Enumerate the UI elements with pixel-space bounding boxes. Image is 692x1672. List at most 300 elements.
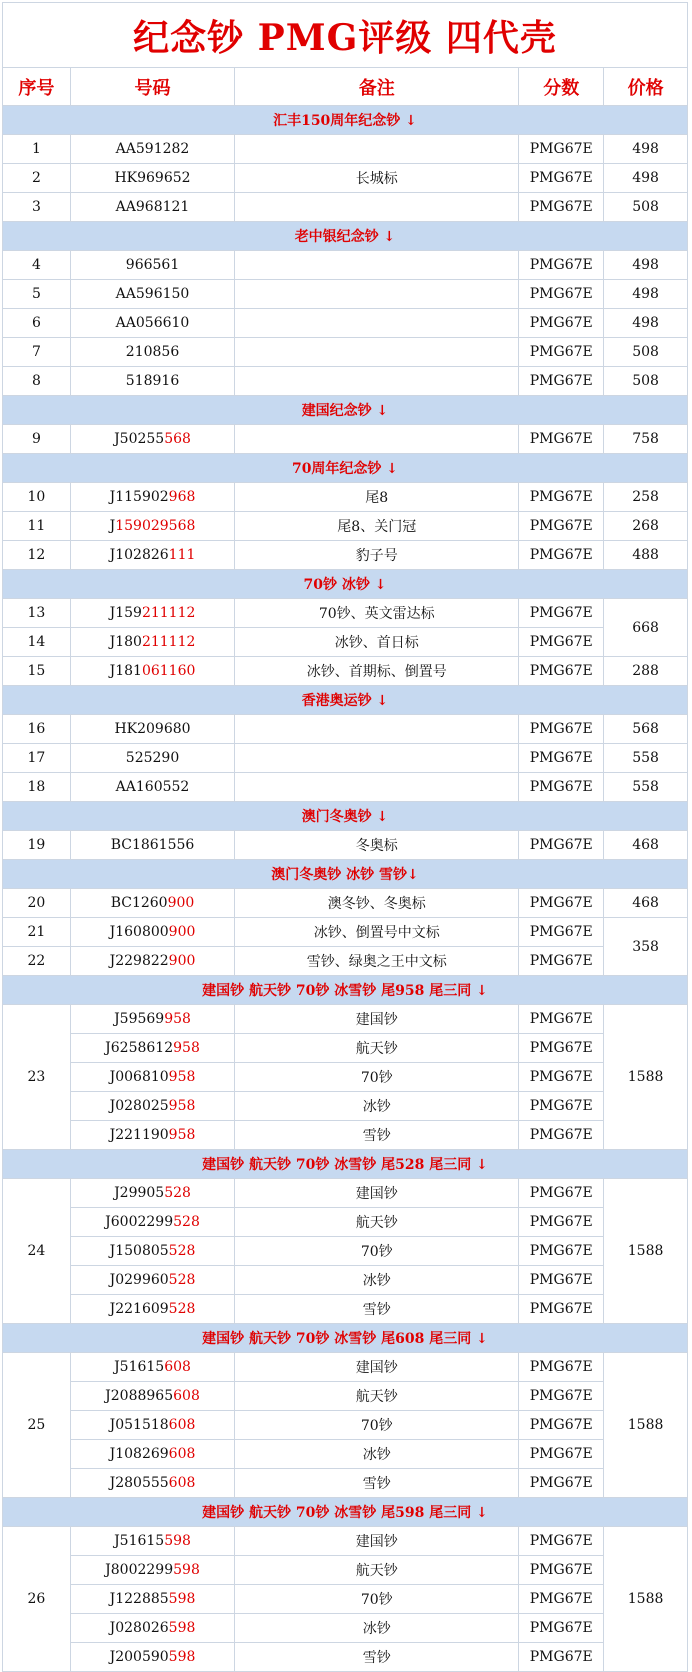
table-row [3, 367, 688, 396]
grade-cell: PMG67E [519, 715, 604, 744]
serial-prefix: J028026 [109, 1620, 169, 1636]
note-cell: 建国钞 [235, 1527, 519, 1556]
serial-suffix: 528 [164, 1185, 191, 1201]
table-row [3, 1643, 688, 1672]
table-row [3, 889, 688, 918]
serial-prefix: J280555 [109, 1475, 169, 1491]
serial-cell [70, 1237, 234, 1266]
note-cell: 冰钞、首期标、倒置号 [235, 657, 519, 686]
section-row [3, 1324, 688, 1353]
serial-suffix: 598 [168, 1620, 196, 1636]
section-row [3, 976, 688, 1005]
note-cell: 建国钞 [235, 1353, 519, 1382]
note-cell: 雪钞 [235, 1469, 519, 1498]
price-cell: 1588 [604, 1179, 688, 1324]
index-cell: 18 [3, 773, 71, 802]
serial-cell [70, 947, 234, 976]
table-row [3, 831, 688, 860]
index-cell: 2 [3, 164, 71, 193]
serial-cell [70, 1527, 234, 1556]
serial-cell [70, 338, 234, 367]
table-row [3, 425, 688, 454]
grade-cell: PMG67E [519, 1527, 604, 1556]
index-cell: 14 [3, 628, 71, 657]
section-title: 建国钞 航天钞 70钞 冰雪钞 尾528 尾三同 ↓ [3, 1150, 688, 1179]
section-row [3, 222, 688, 251]
serial-prefix: J181 [109, 663, 142, 679]
serial-prefix: J159 [109, 605, 142, 621]
serial-suffix: 598 [168, 1649, 196, 1665]
serial-suffix: 598 [164, 1533, 191, 1549]
price-cell: 508 [604, 338, 688, 367]
note-cell [235, 773, 519, 802]
price-cell: 498 [604, 280, 688, 309]
serial-prefix: J59569 [114, 1011, 165, 1027]
note-cell: 雪钞 [235, 1643, 519, 1672]
serial-prefix: 210856 [125, 344, 180, 360]
section-title: 汇丰150周年纪念钞 ↓ [3, 106, 688, 135]
grade-cell: PMG67E [519, 889, 604, 918]
section-row [3, 686, 688, 715]
grade-cell: PMG67E [519, 1179, 604, 1208]
grade-cell: PMG67E [519, 251, 604, 280]
grade-cell: PMG67E [519, 1614, 604, 1643]
serial-prefix: J102826 [109, 547, 169, 563]
serial-prefix: J115902 [109, 489, 169, 505]
section-title: 香港奥运钞 ↓ [3, 686, 688, 715]
serial-suffix: 528 [168, 1272, 196, 1288]
serial-cell [70, 1208, 234, 1237]
serial-cell [70, 135, 234, 164]
table-row [3, 1585, 688, 1614]
serial-suffix: 568 [164, 431, 191, 447]
grade-cell: PMG67E [519, 1411, 604, 1440]
price-cell: 498 [604, 164, 688, 193]
grade-cell: PMG67E [519, 541, 604, 570]
table-row [3, 1353, 688, 1382]
serial-suffix: 528 [168, 1301, 196, 1317]
header-grade: 分数 [519, 68, 604, 106]
serial-cell [70, 1643, 234, 1672]
table-row [3, 1121, 688, 1150]
serial-prefix: 966561 [125, 257, 180, 273]
serial-cell [70, 541, 234, 570]
table-row [3, 1556, 688, 1585]
table-row [3, 715, 688, 744]
header-serial: 号码 [70, 68, 234, 106]
serial-prefix: AA591282 [115, 141, 190, 157]
serial-prefix: J29905 [114, 1185, 165, 1201]
note-cell: 70钞 [235, 1237, 519, 1266]
note-cell: 澳冬钞、冬奥标 [235, 889, 519, 918]
sheet-title: 纪念钞 PMG评级 四代壳 [3, 3, 688, 68]
section-title: 澳门冬奥钞 冰钞 雪钞↓ [3, 860, 688, 889]
serial-suffix: 608 [168, 1417, 196, 1433]
serial-cell [70, 251, 234, 280]
price-cell: 258 [604, 483, 688, 512]
grade-cell: PMG67E [519, 1585, 604, 1614]
serial-suffix: 900 [168, 953, 196, 969]
serial-cell [70, 1092, 234, 1121]
section-row [3, 802, 688, 831]
note-cell: 冰钞 [235, 1614, 519, 1643]
grade-cell: PMG67E [519, 744, 604, 773]
serial-cell [70, 715, 234, 744]
index-cell: 12 [3, 541, 71, 570]
serial-suffix: 900 [168, 924, 196, 940]
grade-cell: PMG67E [519, 164, 604, 193]
index-cell: 26 [3, 1527, 71, 1672]
table-row [3, 657, 688, 686]
title-row [3, 3, 688, 68]
table-row [3, 512, 688, 541]
table-row [3, 918, 688, 947]
note-cell: 冰钞、倒置号中文标 [235, 918, 519, 947]
serial-prefix: AA056610 [115, 315, 190, 331]
serial-cell [70, 1005, 234, 1034]
grade-cell: PMG67E [519, 367, 604, 396]
serial-suffix: 900 [167, 895, 195, 911]
serial-suffix: 958 [168, 1127, 196, 1143]
table-row [3, 1208, 688, 1237]
serial-prefix: J006810 [109, 1069, 169, 1085]
table-row [3, 744, 688, 773]
price-cell: 358 [604, 918, 688, 976]
note-cell: 70钞 [235, 1411, 519, 1440]
serial-suffix: 958 [168, 1069, 196, 1085]
section-row [3, 860, 688, 889]
table-row [3, 164, 688, 193]
serial-prefix: J [109, 518, 116, 534]
serial-cell [70, 1440, 234, 1469]
section-title: 澳门冬奥钞 ↓ [3, 802, 688, 831]
serial-cell [70, 1295, 234, 1324]
grade-cell: PMG67E [519, 628, 604, 657]
price-cell: 1588 [604, 1527, 688, 1672]
note-cell: 雪钞、绿奥之王中文标 [235, 947, 519, 976]
section-title: 建国钞 航天钞 70钞 冰雪钞 尾598 尾三同 ↓ [3, 1498, 688, 1527]
serial-prefix: J180 [109, 634, 142, 650]
table-row [3, 338, 688, 367]
serial-suffix: 608 [173, 1388, 200, 1404]
grade-cell: PMG67E [519, 1121, 604, 1150]
table-row [3, 1527, 688, 1556]
note-cell: 尾8 [235, 483, 519, 512]
section-row [3, 396, 688, 425]
price-cell: 268 [604, 512, 688, 541]
grade-cell: PMG67E [519, 831, 604, 860]
grade-cell: PMG67E [519, 1063, 604, 1092]
header-row [3, 68, 688, 106]
index-cell: 16 [3, 715, 71, 744]
serial-cell [70, 628, 234, 657]
serial-prefix: J51615 [114, 1533, 165, 1549]
table-row [3, 947, 688, 976]
grade-cell: PMG67E [519, 1005, 604, 1034]
serial-prefix: J160800 [109, 924, 169, 940]
grade-cell: PMG67E [519, 947, 604, 976]
price-cell: 498 [604, 135, 688, 164]
serial-prefix: J6258612 [105, 1040, 174, 1056]
section-title: 建国钞 航天钞 70钞 冰雪钞 尾958 尾三同 ↓ [3, 976, 688, 1005]
note-cell [235, 280, 519, 309]
note-cell [235, 193, 519, 222]
serial-prefix: J8002299 [105, 1562, 174, 1578]
note-cell: 70钞 [235, 1585, 519, 1614]
grade-cell: PMG67E [519, 425, 604, 454]
section-title: 70周年纪念钞 ↓ [3, 454, 688, 483]
table-row [3, 1411, 688, 1440]
grade-cell: PMG67E [519, 193, 604, 222]
table-row [3, 483, 688, 512]
note-cell: 航天钞 [235, 1034, 519, 1063]
serial-cell [70, 1469, 234, 1498]
section-row [3, 454, 688, 483]
index-cell: 9 [3, 425, 71, 454]
serial-suffix: 159029568 [115, 518, 196, 534]
header-note: 备注 [235, 68, 519, 106]
note-cell: 雪钞 [235, 1121, 519, 1150]
price-cell: 498 [604, 309, 688, 338]
serial-prefix: J51615 [114, 1359, 165, 1375]
serial-cell [70, 193, 234, 222]
note-cell [235, 135, 519, 164]
serial-suffix: 958 [168, 1098, 196, 1114]
index-cell: 22 [3, 947, 71, 976]
grade-cell: PMG67E [519, 280, 604, 309]
price-table [2, 2, 688, 1672]
serial-cell [70, 512, 234, 541]
serial-prefix: AA968121 [115, 199, 190, 215]
section-row [3, 106, 688, 135]
table-row [3, 773, 688, 802]
serial-prefix: J221609 [109, 1301, 169, 1317]
serial-suffix: 608 [168, 1446, 196, 1462]
serial-prefix: J6002299 [105, 1214, 174, 1230]
table-row [3, 251, 688, 280]
index-cell: 1 [3, 135, 71, 164]
serial-prefix: HK969652 [114, 170, 191, 186]
note-cell [235, 338, 519, 367]
index-cell: 7 [3, 338, 71, 367]
table-row [3, 599, 688, 628]
serial-cell [70, 1585, 234, 1614]
serial-suffix: 608 [164, 1359, 191, 1375]
grade-cell: PMG67E [519, 1643, 604, 1672]
table-row [3, 1005, 688, 1034]
note-cell [235, 309, 519, 338]
table-row [3, 1295, 688, 1324]
serial-cell [70, 280, 234, 309]
serial-cell [70, 831, 234, 860]
index-cell: 5 [3, 280, 71, 309]
serial-prefix: HK209680 [114, 721, 191, 737]
note-cell [235, 251, 519, 280]
note-cell: 冰钞、首日标 [235, 628, 519, 657]
serial-cell [70, 657, 234, 686]
index-cell: 17 [3, 744, 71, 773]
grade-cell: PMG67E [519, 918, 604, 947]
index-cell: 11 [3, 512, 71, 541]
note-cell: 航天钞 [235, 1382, 519, 1411]
grade-cell: PMG67E [519, 599, 604, 628]
index-cell: 4 [3, 251, 71, 280]
serial-prefix: 525290 [125, 750, 180, 766]
grade-cell: PMG67E [519, 1440, 604, 1469]
table-row [3, 1063, 688, 1092]
serial-prefix: BC1861556 [110, 837, 195, 853]
index-cell: 21 [3, 918, 71, 947]
table-row [3, 1266, 688, 1295]
note-cell: 长城标 [235, 164, 519, 193]
header-index: 序号 [3, 68, 71, 106]
serial-cell [70, 367, 234, 396]
table-row [3, 280, 688, 309]
note-cell: 航天钞 [235, 1208, 519, 1237]
price-cell: 468 [604, 831, 688, 860]
price-cell: 668 [604, 599, 688, 657]
serial-suffix: 958 [173, 1040, 200, 1056]
grade-cell: PMG67E [519, 1353, 604, 1382]
table-row [3, 1179, 688, 1208]
table-row [3, 1469, 688, 1498]
grade-cell: PMG67E [519, 483, 604, 512]
grade-cell: PMG67E [519, 1266, 604, 1295]
note-cell: 70钞 [235, 1063, 519, 1092]
serial-prefix: J028025 [109, 1098, 169, 1114]
table-row [3, 309, 688, 338]
table-row [3, 135, 688, 164]
table-row [3, 1237, 688, 1266]
grade-cell: PMG67E [519, 1208, 604, 1237]
serial-prefix: J229822 [109, 953, 169, 969]
serial-cell [70, 773, 234, 802]
price-cell: 468 [604, 889, 688, 918]
table-row [3, 1092, 688, 1121]
grade-cell: PMG67E [519, 1092, 604, 1121]
serial-cell [70, 889, 234, 918]
index-cell: 19 [3, 831, 71, 860]
note-cell [235, 744, 519, 773]
serial-suffix: 968 [168, 489, 196, 505]
grade-cell: PMG67E [519, 512, 604, 541]
serial-cell [70, 744, 234, 773]
serial-prefix: J150805 [109, 1243, 169, 1259]
section-title: 建国纪念钞 ↓ [3, 396, 688, 425]
serial-cell [70, 1121, 234, 1150]
serial-prefix: J50255 [114, 431, 165, 447]
serial-cell [70, 918, 234, 947]
serial-cell [70, 1034, 234, 1063]
price-cell: 558 [604, 744, 688, 773]
price-cell: 288 [604, 657, 688, 686]
serial-cell [70, 1266, 234, 1295]
grade-cell: PMG67E [519, 773, 604, 802]
grade-cell: PMG67E [519, 135, 604, 164]
serial-prefix: J108269 [109, 1446, 169, 1462]
serial-cell [70, 1353, 234, 1382]
serial-cell [70, 1556, 234, 1585]
index-cell: 15 [3, 657, 71, 686]
table-row [3, 1382, 688, 1411]
grade-cell: PMG67E [519, 338, 604, 367]
serial-prefix: AA596150 [115, 286, 190, 302]
section-title: 70钞 冰钞 ↓ [3, 570, 688, 599]
table-row [3, 1614, 688, 1643]
section-title: 老中银纪念钞 ↓ [3, 222, 688, 251]
note-cell: 建国钞 [235, 1005, 519, 1034]
serial-cell [70, 1063, 234, 1092]
price-cell: 508 [604, 193, 688, 222]
price-cell: 568 [604, 715, 688, 744]
table-row [3, 541, 688, 570]
index-cell: 10 [3, 483, 71, 512]
serial-suffix: 528 [168, 1243, 196, 1259]
serial-suffix: 608 [168, 1475, 196, 1491]
section-row [3, 1150, 688, 1179]
serial-prefix: J200590 [109, 1649, 169, 1665]
note-cell: 建国钞 [235, 1179, 519, 1208]
table-row [3, 1440, 688, 1469]
serial-suffix: 211112 [141, 605, 196, 621]
section-row [3, 570, 688, 599]
grade-cell: PMG67E [519, 1469, 604, 1498]
index-cell: 8 [3, 367, 71, 396]
index-cell: 25 [3, 1353, 71, 1498]
note-cell: 尾8、关门冠 [235, 512, 519, 541]
index-cell: 24 [3, 1179, 71, 1324]
note-cell: 雪钞 [235, 1295, 519, 1324]
serial-suffix: 598 [168, 1591, 196, 1607]
note-cell: 豹子号 [235, 541, 519, 570]
grade-cell: PMG67E [519, 1295, 604, 1324]
serial-cell [70, 309, 234, 338]
note-cell: 冰钞 [235, 1440, 519, 1469]
serial-prefix: J221190 [109, 1127, 169, 1143]
grade-cell: PMG67E [519, 309, 604, 338]
note-cell: 70钞、英文雷达标 [235, 599, 519, 628]
price-cell: 508 [604, 367, 688, 396]
price-cell: 488 [604, 541, 688, 570]
grade-cell: PMG67E [519, 1382, 604, 1411]
serial-suffix: 111 [168, 547, 196, 563]
serial-prefix: BC1260 [110, 895, 168, 911]
serial-prefix: J029960 [109, 1272, 169, 1288]
serial-prefix: AA160552 [115, 779, 190, 795]
serial-suffix: 061160 [141, 663, 196, 679]
serial-cell [70, 164, 234, 193]
note-cell [235, 367, 519, 396]
serial-suffix: 958 [164, 1011, 191, 1027]
serial-cell [70, 425, 234, 454]
grade-cell: PMG67E [519, 1237, 604, 1266]
serial-cell [70, 1411, 234, 1440]
table-row [3, 628, 688, 657]
serial-suffix: 528 [173, 1214, 200, 1230]
serial-suffix: 598 [173, 1562, 200, 1578]
note-cell [235, 715, 519, 744]
index-cell: 23 [3, 1005, 71, 1150]
table-row [3, 1034, 688, 1063]
note-cell: 航天钞 [235, 1556, 519, 1585]
note-cell [235, 425, 519, 454]
serial-cell [70, 1179, 234, 1208]
serial-suffix: 211112 [141, 634, 196, 650]
index-cell: 6 [3, 309, 71, 338]
price-cell: 558 [604, 773, 688, 802]
note-cell: 冰钞 [235, 1266, 519, 1295]
serial-cell [70, 1382, 234, 1411]
